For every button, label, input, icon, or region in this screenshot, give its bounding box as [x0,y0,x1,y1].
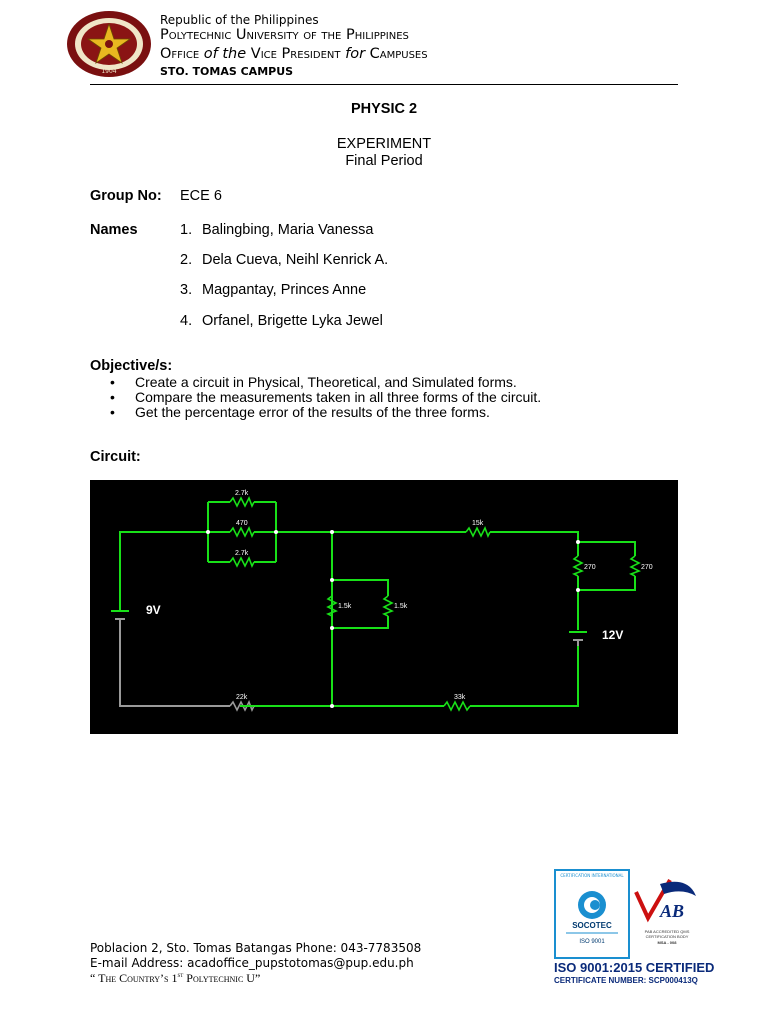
doc-subtitle: EXPERIMENT [336,136,432,152]
list-item-number: 1. [180,222,193,238]
footer-email: E-mail Address: acadoffice_pupstotomas@pup.edu.ph [90,956,414,970]
header-campus: STO. TOMAS CAMPUS [160,65,294,78]
header-office-word: Office [160,46,200,62]
footer-address: Poblacion 2, Sto. Tomas Batangas Phone: 043-7783508 [90,941,422,955]
list-item-number: 2. [180,252,193,268]
doc-title: PHYSIC 2 [350,101,418,117]
motto-part: Polytechnic U” [183,971,261,985]
header-university: Polytechnic University of the Philippines [160,27,409,43]
header-vice-president: Vice President [250,46,341,62]
university-seal [66,10,152,78]
circuit-diagram [90,480,678,734]
label-r-top2: 470 [236,520,248,527]
group-label: Group No: [90,188,162,204]
wire-top-right [276,532,578,542]
list-item [180,222,373,238]
header-campuses: Campuses [369,46,428,62]
list-item [180,252,388,268]
label-r-right2: 270 [641,564,653,571]
list-item [180,313,383,329]
list-item [110,374,517,390]
seal-year: 1904 [101,68,117,75]
label-r-mid1: 1.5k [338,603,352,610]
circuit-svg [90,480,678,734]
pab-letters: AB [660,901,685,921]
header-rule [90,84,678,85]
label-r-top1: 2.7k [235,490,249,497]
label-r-22k: 22k [236,694,248,701]
resistor-33k [444,702,470,710]
resistor-right1 [574,556,582,576]
list-item-name: Orfanel, Brigette Lyka Jewel [202,313,383,329]
label-r-15k: 15k [472,520,484,527]
objective-text: Get the percentage error of the results of the three forms. [135,404,490,420]
list-item [110,404,490,420]
list-item-name: Dela Cueva, Neihl Kenrick A. [202,252,389,268]
bullet-icon: • [110,389,115,405]
list-item-name: Balingbing, Maria Vanessa [202,222,374,238]
socotec-iso: ISO 9001 [579,939,605,945]
pab-text: PAB ACCREDITED QMS CERTIFICATION BODY [644,929,690,939]
label-r-mid2: 1.5k [394,603,408,610]
header-office [160,46,428,62]
socotec-name: SOCOTEC [572,921,612,930]
label-battery-right: 12V [602,628,624,642]
label-battery-left: 9V [146,603,161,617]
resistor-top3 [230,558,254,566]
objective-text: Create a circuit in Physical, Theoretical, and Simulated forms. [135,374,517,390]
label-r-top3: 2.7k [235,550,249,557]
cert-number: CERTIFICATE NUMBER: SCP000413Q [554,976,698,985]
objectives-label: Objective/s: [90,358,173,374]
label-r-right1: 270 [584,564,596,571]
list-item-number: 3. [180,282,193,298]
list-item [180,282,366,298]
motto-part: “ The Country’s 1 [90,971,178,985]
doc-period: Final Period [345,153,423,169]
wire-left-top [120,532,208,611]
socotec-logo [554,869,630,959]
list-item [110,389,541,405]
bullet-icon: • [110,374,115,390]
circuit-label: Circuit: [90,449,141,465]
resistor-top1 [230,498,254,506]
wire-gray-left [120,619,230,706]
battery-left [111,611,129,619]
resistor-15k [466,528,490,536]
label-r-33k: 33k [454,694,466,701]
list-item-name: Magpantay, Princes Anne [202,282,367,298]
battery-right [569,632,587,640]
wire-bottom [240,646,578,706]
list-item-number: 4. [180,313,193,329]
pab-code: MSA - 008 [657,940,677,945]
pab-logo [630,874,700,944]
objective-text: Compare the measurements taken in all three forms of the circuit. [135,389,542,405]
resistor-right2 [631,556,639,576]
names-label: Names [90,222,138,238]
bullet-icon: • [110,404,115,420]
resistor-top2 [230,528,254,536]
group-value: ECE 6 [180,188,222,204]
header-for: for [345,46,366,62]
footer-motto [90,971,260,986]
resistor-mid2 [384,596,392,616]
socotec-arc-text: CERTIFICATION INTERNATIONAL [560,873,624,878]
header-of-the: of the [203,46,247,62]
motto-sup: st [177,971,184,979]
iso-certified: ISO 9001:2015 CERTIFIED [554,960,715,975]
header-republic: Republic of the Philippines [160,13,319,27]
